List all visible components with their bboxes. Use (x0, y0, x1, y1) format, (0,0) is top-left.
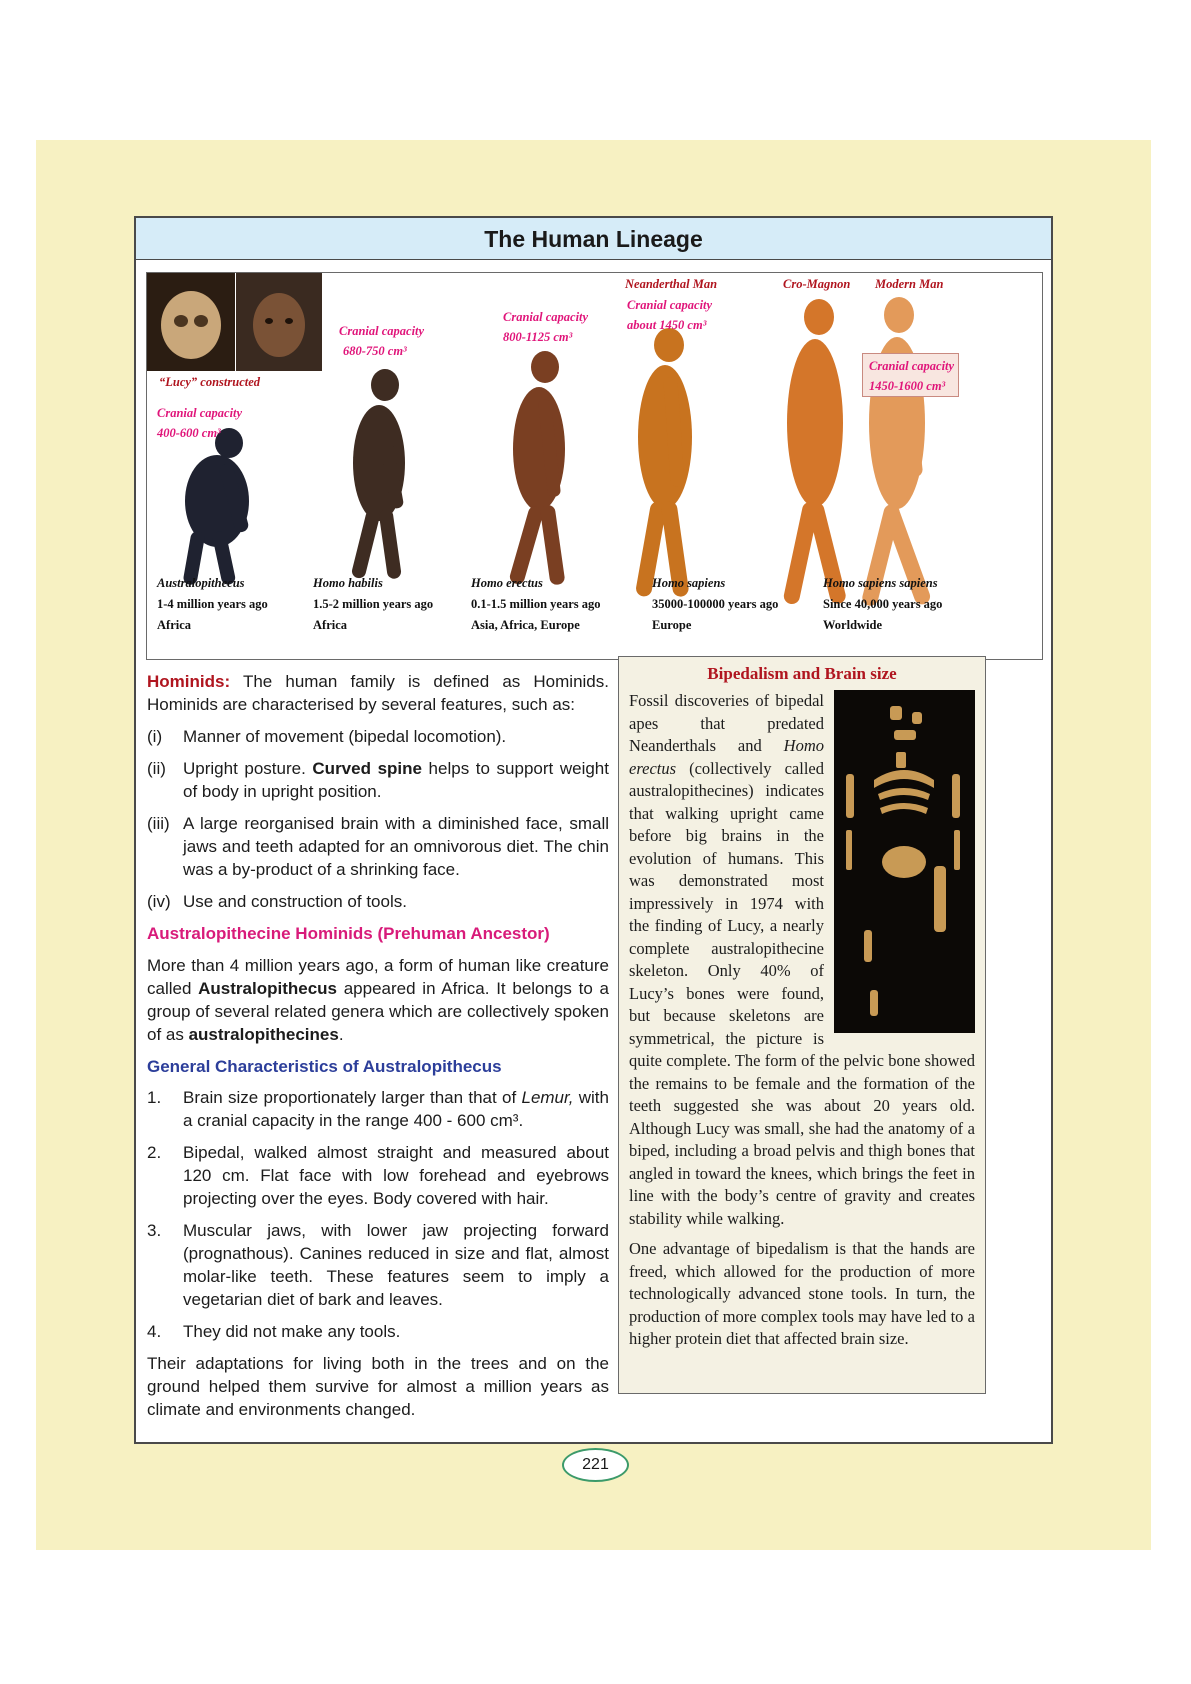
human-lineage-figure (146, 272, 1043, 660)
neanderthal-label: Neanderthal Man (625, 277, 718, 291)
australopithecus-figure (182, 428, 249, 586)
hominids-intro: Hominids: The human family is defined as Hominids. Hominids are characterised by several features, such as: (147, 672, 609, 714)
caption-homo-habilis: Homo habilis 1.5-2 million years ago Africa (313, 576, 434, 632)
sidebar-paragraph-2: One advantage of bipedalism is that the hands are freed, which allowed for the production of more technologically advanced stone tools. In turn, the production of more complex tools may have led to a higher protein diet that affected brain size. (629, 1239, 975, 1348)
cro-magnon-figure (782, 299, 847, 606)
feature-item: (iv) Use and construction of tools. (147, 892, 407, 911)
australopithecine-paragraph: More than 4 million years ago, a form of human like creature called Australopithecus appeared in Africa. It belongs to a group of several related genera which are collectively spoken of as australopithecines. (147, 956, 609, 1044)
caption-australopithecus: Australopithecus 1-4 million years ago Africa (157, 576, 268, 632)
neanderthal-figure (635, 328, 692, 598)
characteristic-item: 3. Muscular jaws, with lower jaw projecting forward (prognathous). Canines reduced in size and flat, almost molar-like teeth. These features seem to imply a vegetarian diet of bark and leaves. (147, 1221, 609, 1309)
capacity-habilis: Cranial capacity 680-750 cm³ (339, 324, 425, 358)
lucy-skeleton-image (834, 690, 975, 1033)
homo-habilis-figure (350, 369, 405, 580)
characteristics-heading: General Characteristics of Australopithecus (147, 1057, 502, 1076)
modern-man-label: Modern Man (875, 277, 944, 291)
content-frame (134, 216, 1053, 1444)
feature-item: (i) Manner of movement (bipedal locomotion). (147, 727, 507, 746)
sidebar-title: Bipedalism and Brain size (707, 664, 897, 683)
capacity-australopithecus: Cranial capacity 400-600 cm³ (157, 406, 243, 440)
capacity-neanderthal: Cranial capacity about 1450 cm³ (627, 298, 713, 332)
page-number: 221 (562, 1448, 629, 1482)
bipedalism-sidebar (618, 656, 986, 1394)
feature-item: (ii) Upright posture. Curved spine helps to support weight of body in upright position. (147, 759, 609, 801)
capacity-erectus: Cranial capacity 800-1125 cm³ (503, 310, 589, 344)
closing-paragraph: Their adaptations for living both in the trees and on the ground helped them survive for almost a million years as climate and environments changed. (147, 1354, 609, 1419)
lucy-label: “Lucy” constructed (159, 375, 261, 389)
sidebar-body (619, 690, 985, 1351)
modern-man-figure (861, 297, 933, 607)
sidebar-paragraph-1: Fossil discoveries of bipedal apes that predated Neanderthals and Homo erectus (collectively called australopithecines) indicates that walking upright came before big brains in the evolution of humans. This was demonstrated most impressively in 1974 with the finding of Lucy, a nearly complete australopithecine skeleton. Only 40% of Lucy’s bones were found, but because skeletons are symmetrical, the picture is quite complete. The form of the pelvic bone showed the remains to be female and the formation of the teeth suggested she was about 20 years old. Although Lucy was small, she had the anatomy of a biped, including a broad pelvis and thigh bones that angled in toward the knees, which brings the feet in line with the body’s centre of gravity and creates stability while walking. (629, 691, 975, 1228)
page-title: The Human Lineage (136, 218, 1051, 260)
characteristic-item: 4. They did not make any tools. (147, 1322, 401, 1341)
caption-homo-erectus: Homo erectus 0.1-1.5 million years ago Asia, Africa, Europe (471, 576, 601, 632)
left-column (147, 670, 609, 1430)
capacity-sapiens-box: Cranial capacity 1450-1600 cm³ (862, 353, 959, 397)
caption-homo-sapiens-sapiens: Homo sapiens sapiens Since 40,000 years ago Worldwide (823, 576, 943, 632)
caption-homo-sapiens: Homo sapiens 35000-100000 years ago Europe (652, 576, 779, 632)
australopithecine-heading: Australopithecine Hominids (Prehuman Ancestor) (147, 924, 550, 943)
homo-erectus-figure (508, 351, 565, 586)
characteristic-item: 1. Brain size proportionately larger than that of Lemur, with a cranial capacity in the range 400 - 600 cm³. (147, 1088, 609, 1130)
characteristic-item: 2. Bipedal, walked almost straight and measured about 120 cm. Flat face with low forehead and eyebrows projecting over the eyes. Body covered with hair. (147, 1143, 609, 1208)
feature-item: (iii) A large reorganised brain with a diminished face, small jaws and teeth adapted for an omnivorous diet. The chin was a by-product of a shrinking face. (147, 814, 609, 879)
cro-magnon-label: Cro-Magnon (783, 277, 851, 291)
